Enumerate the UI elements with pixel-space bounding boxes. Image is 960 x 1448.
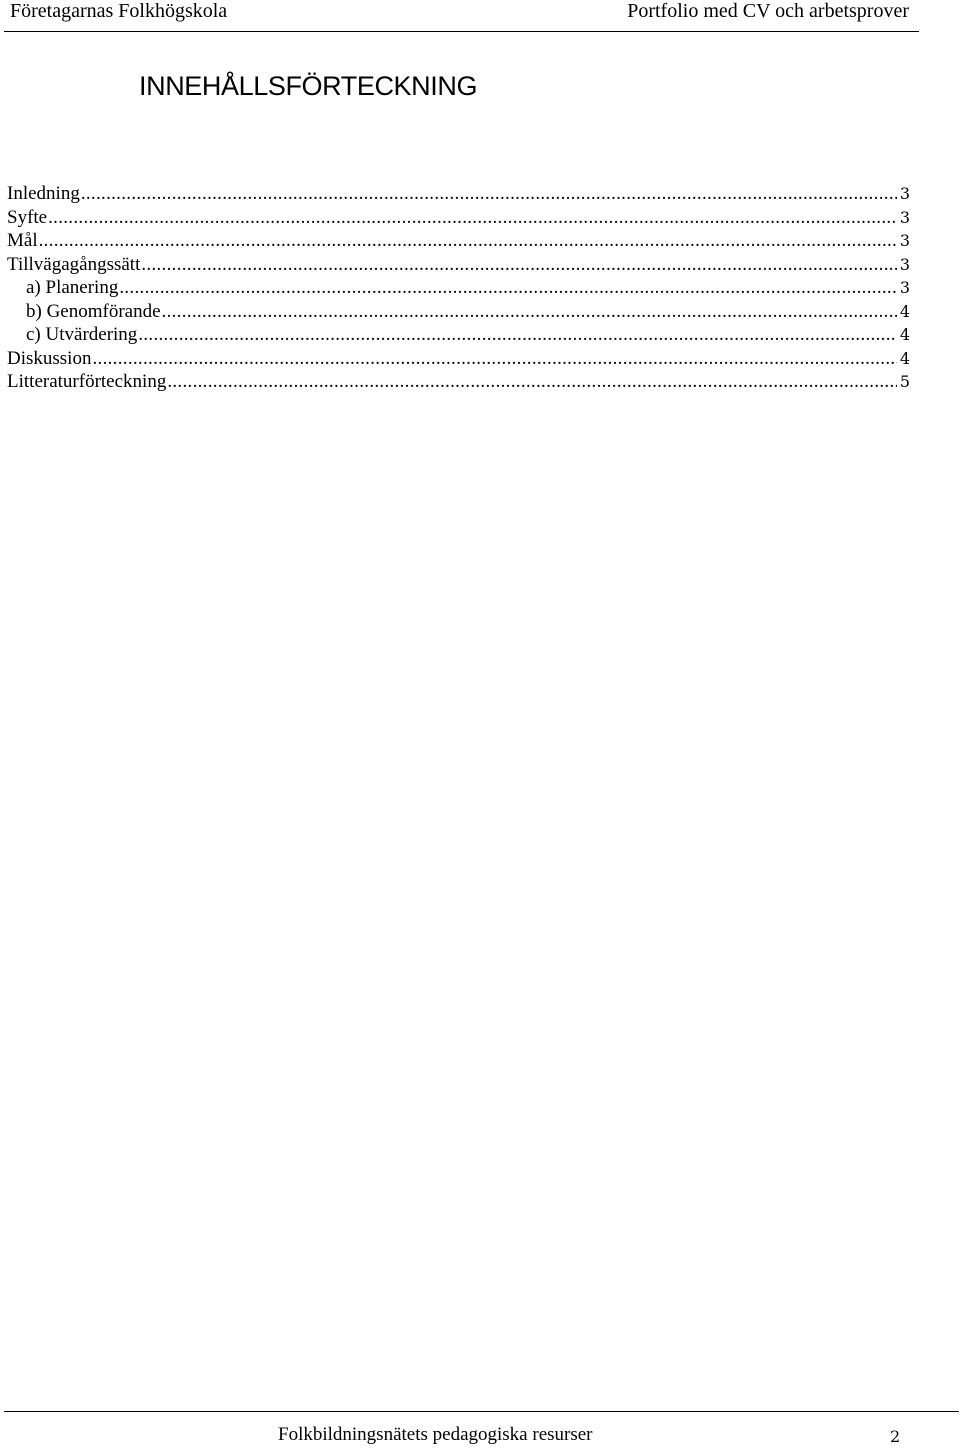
toc-entry-mal[interactable]	[7, 229, 910, 253]
toc-entry-utvardering[interactable]	[7, 323, 910, 347]
toc-entry-page: 4	[899, 325, 910, 344]
toc-heading: INNEHÅLLSFÖRTECKNING	[139, 71, 478, 101]
toc-entry-label: Syfte	[7, 206, 48, 228]
toc-dot-leader	[119, 276, 896, 300]
toc-entry-syfte[interactable]	[7, 206, 910, 230]
toc-entry-page: 3	[899, 278, 910, 297]
toc-entry-page: 3	[899, 184, 910, 203]
toc-entry-page: 4	[899, 348, 910, 368]
toc-entry-label: Inledning	[7, 183, 80, 204]
footer-text: Folkbildningsnätets pedagogiska resurser	[278, 1424, 593, 1445]
toc-dot-leader	[138, 323, 897, 347]
footer-page-number: 2	[890, 1427, 901, 1446]
toc-entry-label: a) Planering	[26, 277, 119, 298]
toc-dot-leader	[48, 206, 897, 230]
toc-entry-page: 3	[899, 231, 910, 250]
toc-entry-page: 5	[899, 372, 910, 391]
toc-entry-label: c) Utvärdering	[26, 324, 138, 345]
header-document-title: Portfolio med CV och arbetsprover	[627, 0, 909, 22]
toc-dot-leader	[92, 347, 896, 371]
page-footer	[4, 1411, 959, 1448]
toc-dot-leader	[162, 300, 897, 324]
toc-entry-planering[interactable]	[7, 276, 910, 300]
toc-dot-leader	[81, 182, 897, 206]
toc-entry-label: Litteraturförteckning	[7, 371, 167, 392]
toc-entry-label: Tillvägagångssätt	[7, 253, 141, 275]
toc-entry-label: Diskussion	[7, 347, 92, 369]
header-school-name: Företagarnas Folkhögskola	[10, 0, 228, 22]
toc-dot-leader	[141, 253, 896, 277]
toc-entry-page: 3	[899, 254, 910, 274]
page-header	[4, 0, 919, 32]
toc-entry-page: 3	[899, 207, 910, 227]
toc-entry-diskussion[interactable]	[7, 347, 910, 371]
toc-dot-leader	[39, 229, 897, 253]
toc-entry-inledning[interactable]	[7, 182, 910, 206]
toc-entry-page: 4	[899, 301, 910, 321]
toc-entry-label: Mål	[7, 230, 38, 251]
toc-dot-leader	[167, 370, 896, 394]
table-of-contents	[7, 182, 910, 394]
toc-entry-label: b) Genomförande	[26, 300, 161, 322]
toc-entry-litteraturforteckning[interactable]	[7, 370, 910, 394]
toc-entry-genomforande[interactable]	[7, 300, 910, 324]
toc-entry-tillvagagangssatt[interactable]	[7, 253, 910, 277]
